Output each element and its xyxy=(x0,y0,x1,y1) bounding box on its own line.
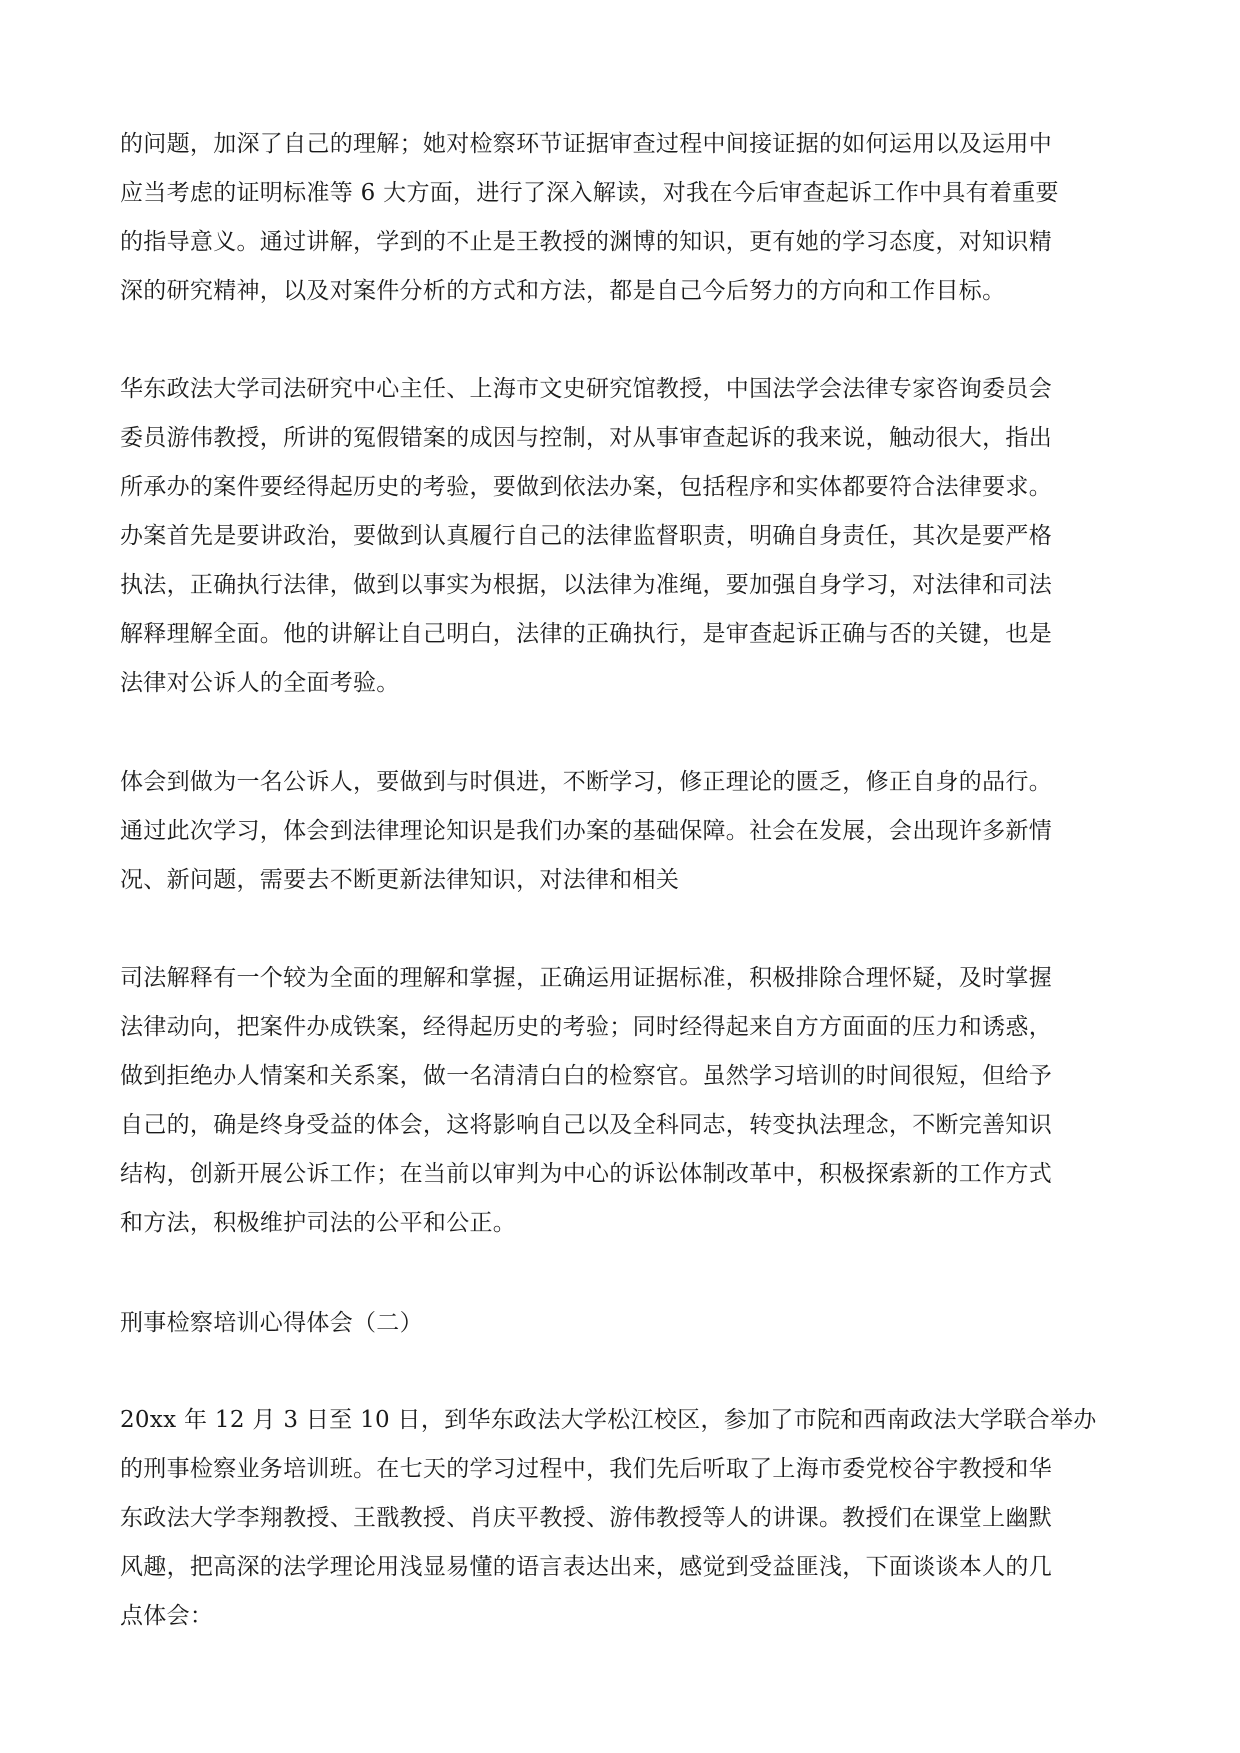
paragraph-1: 的问题，加深了自己的理解；她对检察环节证据审查过程中间接证据的如何运用以及运用中 应当考虑的证明标准等 6 大方面，进行了深入解读，对我在今后审查起诉工作中具有着重要 的指导意义。通过讲解，学到的不止是王教授的渊博的知识，更有她的学习态度，对知识精 深的研究精神，以及对案件分析的方式和方法，都是自己今后努力的方向和工作目标。 xyxy=(120,131,1059,304)
paragraph-3: 体会到做为一名公诉人，要做到与时俱进，不断学习，修正理论的匮乏，修正自身的品行。 通过此次学习，体会到法律理论知识是我们办案的基础保障。社会在发展，会出现许多新情 况、新问题，需要去不断更新法律知识，对法律和相关 xyxy=(120,769,1052,893)
section-paragraph-1: 20xx 年 12 月 3 日至 10 日，到华东政法大学松江校区，参加了市院和西南政法大学联合举办 的刑事检察业务培训班。在七天的学习过程中，我们先后听取了上海市委党校谷宇教授和华 东政法大学李翔教授、王戬教授、肖庆平教授、游伟教授等人的讲课。教授们在课堂上幽默 风趣，把高深的法学理论用浅显易懂的语言表达出来，感觉到受益匪浅，下面谈谈本人的几 点体会： xyxy=(120,1407,1097,1629)
section-title: 刑事检察培训心得体会（二） xyxy=(120,1310,423,1336)
paragraph-4: 司法解释有一个较为全面的理解和掌握，正确运用证据标准，积极排除合理怀疑，及时掌握 法律动向，把案件办成铁案，经得起历史的考验；同时经得起来自方方面面的压力和诱惑， 做到拒绝办人情案和关系案，做一名清清白白的检察官。虽然学习培训的时间很短，但给予 自己的，确是终身受益的体会，这将影响自己以及全科同志，转变执法理念，不断完善知识 结构，创新开展公诉工作；在当前以审判为中心的诉讼体制改革中，积极探索新的工作方式 和方法，积极维护司法的公平和公正。 xyxy=(120,965,1052,1236)
paragraph-2: 华东政法大学司法研究中心主任、上海市文史研究馆教授，中国法学会法律专家咨询委员会 委员游伟教授，所讲的冤假错案的成因与控制，对从事审查起诉的我来说，触动很大，指出 所承办的案件要经得起历史的考验，要做到依法办案，包括程序和实体都要符合法律要求。 办案首先是要讲政治，要做到认真履行自己的法律监督职责，明确自身责任，其次是要严格 执法，正确执行法律，做到以事实为根据，以法律为准绳，要加强自身学习，对法律和司法 解释理解全面。他的讲解让自己明白，法律的正确执行，是审查起诉正确与否的关键，也是 法律对公诉人的全面考验。 xyxy=(120,376,1052,696)
